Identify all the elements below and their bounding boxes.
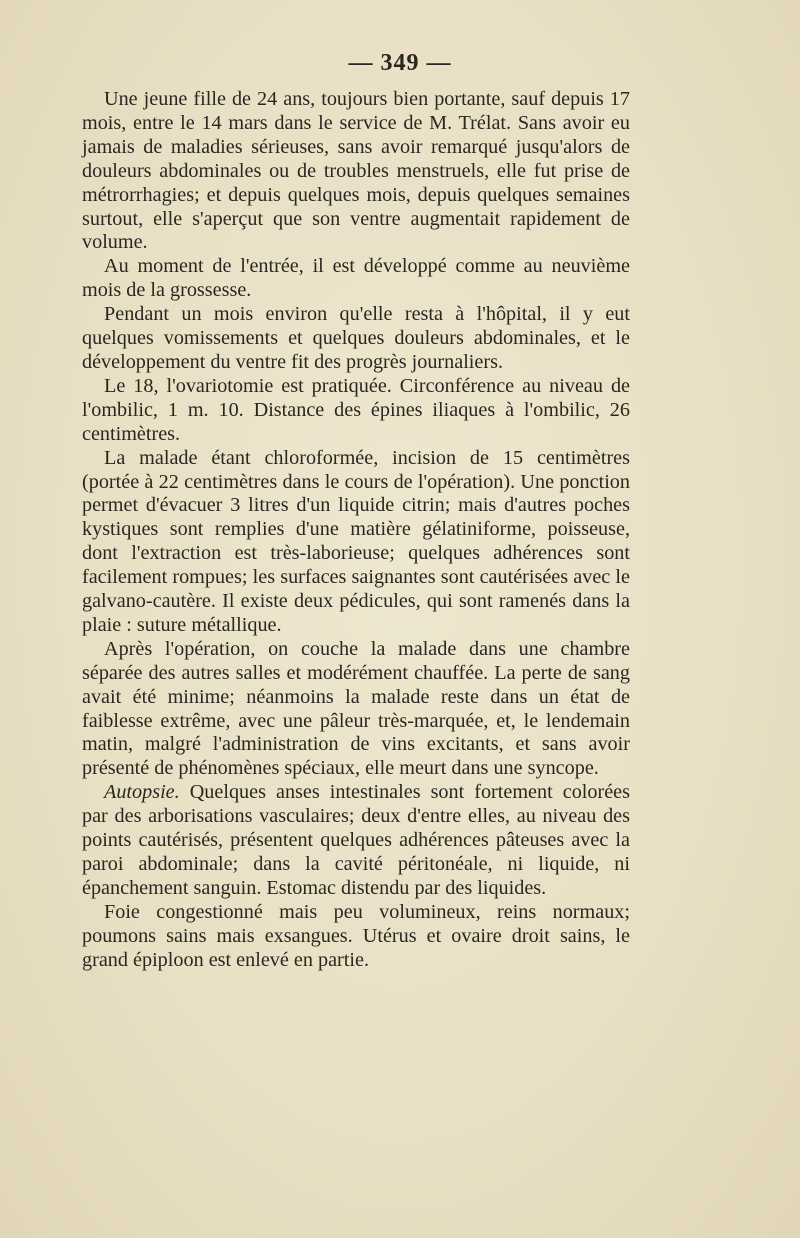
body-text (82, 88, 630, 973)
autopsy-label: Autopsie. (104, 781, 180, 804)
paragraph-operation: La malade étant chloroformée, incision de 15 centimètres (portée à 22 centimètres dans le cours de l'opération). Une ponction permet d'évacuer 3 litres d'un liquide citrin; mais d'autres poches kystiques sont remplies d'une matière gélatiniforme, poisseuse, dont l'extraction est très-laborieuse; quelques adhérences sont facilement rompues; les surfaces saignantes sont cautérisées avec le galvano-cautère. Il existe deux pédicules, qui sont ramenés dans la plaie : suture métallique. (82, 446, 630, 636)
page-number: — 349 — (348, 50, 452, 76)
paragraph-admission: Au moment de l'entrée, il est développé comme au neuvième mois de la grossesse. (82, 255, 630, 302)
paragraph-post-operation: Après l'opération, on couche la malade dans une chambre séparée des autres salles et modérément chauffée. La perte de sang avait été minime; néanmoins la malade reste dans un état de faiblesse extrême, avec une pâleur très-marquée, et, le lendemain matin, malgré l'administration de vins excitants, et sans avoir présenté de phénomènes spéciaux, elle meurt dans une syncope. (82, 637, 630, 780)
paragraph-organs: Foie congestionné mais peu volumineux, reins normaux; poumons sains mais exsangues. Utérus et ovaire droit sains, le grand épiploon est enlevé en partie. (82, 900, 630, 971)
autopsy-text: Quelques anses intestinales sont fortement colorées par des arborisations vasculaires; deux d'entre elles, au niveau des points cautérisés, présentent quelques adhérences pâteuses avec la paroi abdominale; dans la cavité péritonéale, ni liquide, ni épanchement sanguin. Estomac distendu par des liquides. (82, 781, 630, 899)
paragraph-hospital-stay: Pendant un mois environ qu'elle resta à l'hôpital, il y eut quelques vomissements et quelques douleurs abdominales, et le développement du ventre fit des progrès journaliers. (82, 303, 630, 373)
paragraph-autopsy (82, 781, 630, 901)
paragraph-ovariotomy: Le 18, l'ovariotomie est pratiquée. Circonférence au niveau de l'ombilic, 1 m. 10. Distance des épines iliaques à l'ombilic, 26 centimètres. (82, 374, 630, 445)
paragraph-case-history: Une jeune fille de 24 ans, toujours bien portante, sauf depuis 17 mois, entre le 14 mars dans le service de M. Trélat. Sans avoir eu jamais de maladies sérieuses, sans avoir remarqué jusqu'alors de douleurs abdominales ou de troubles menstruels, elle fut prise de métrorrhagies; et depuis quelques mois, depuis quelques semaines surtout, elle s'aperçut que son ventre augmentait rapidement de volume. (82, 88, 630, 254)
